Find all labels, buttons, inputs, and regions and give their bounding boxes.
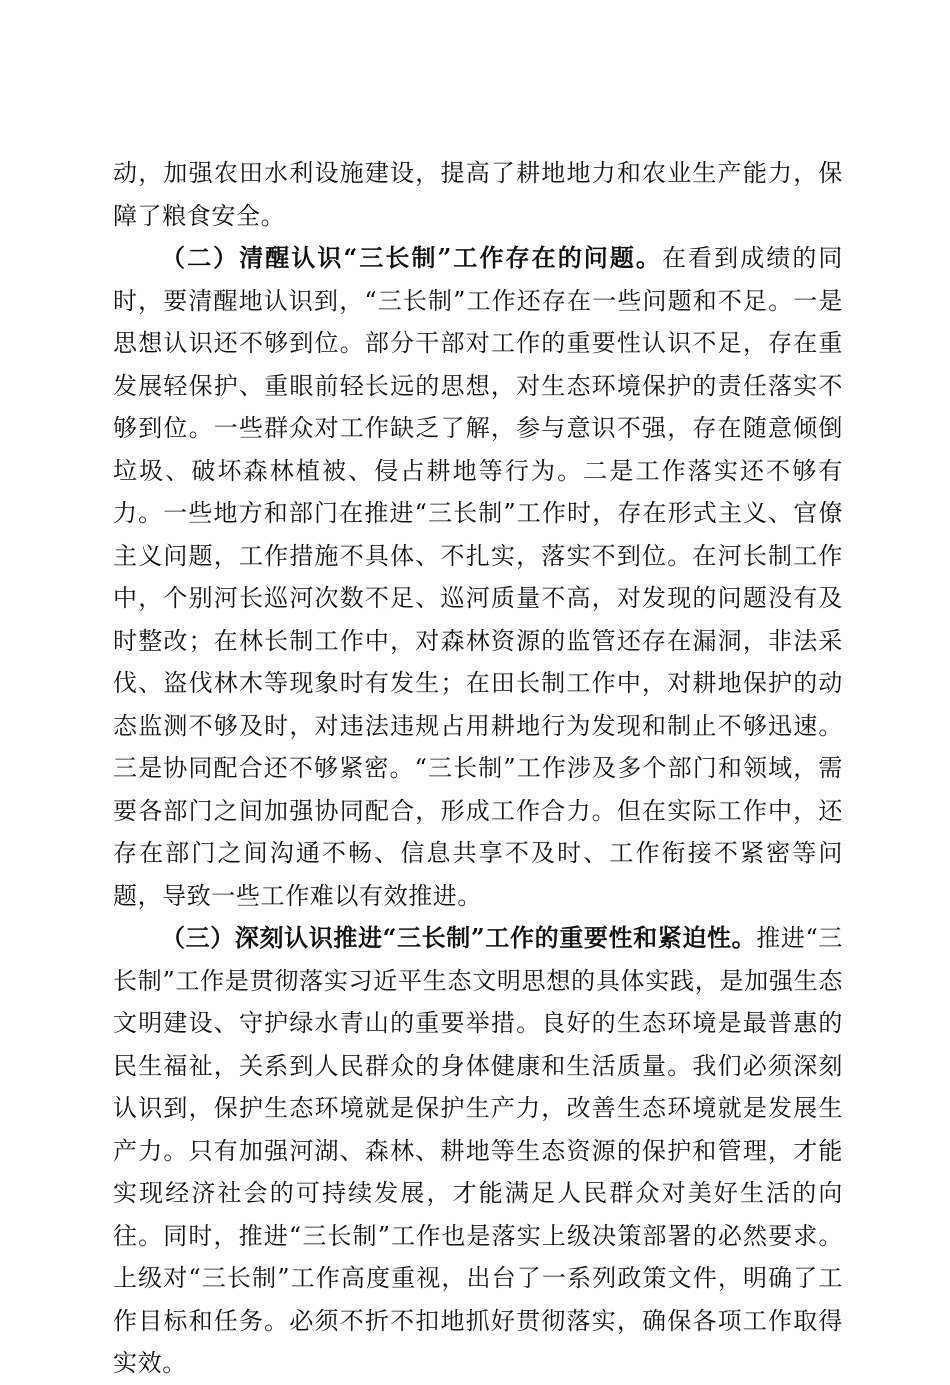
document-body xyxy=(113,152,843,1385)
paragraph-section-2 xyxy=(113,237,843,917)
section-2-body: 在看到成绩的同时，要清醒地认识到，“三长制”工作还存在一些问题和不足。一是思想认识还不够到位。部分干部对工作的重要性认识不足，存在重发展轻保护、重眼前轻长远的思想，对生态环境保护的责任落实不够到位。一些群众对工作缺乏了解，参与意识不强，存在随意倾倒垃圾、破坏森林植被、侵占耕地等行为。二是工作落实还不够有力。一些地方和部门在推进“三长制”工作时，存在形式主义、官僚主义问题，工作措施不具体、不扎实，落实不到位。在河长制工作中，个别河长巡河次数不足、巡河质量不高，对发现的问题没有及时整改；在林长制工作中，对森林资源的监管还存在漏洞，非法采伐、盗伐林木等现象时有发生；在田长制工作中，对耕地保护的动态监测不够及时，对违法违规占用耕地行为发现和制止不够迅速。三是协同配合还不够紧密。“三长制”工作涉及多个部门和领域，需要各部门之间加强协同配合，形成工作合力。但在实际工作中，还存在部门之间沟通不畅、信息共享不及时、工作衔接不紧密等问题，导致一些工作难以有效推进。 xyxy=(113,244,843,910)
section-3-heading: （三）深刻认识推进“三长制”工作的重要性和紧迫性。 xyxy=(161,923,757,952)
section-2-heading: （二）清醒认识“三长制”工作存在的问题。 xyxy=(161,243,662,272)
paragraph-section-3 xyxy=(113,917,843,1385)
section-3-body: 推进“三长制”工作是贯彻落实习近平生态文明思想的具体实践，是加强生态文明建设、守护绿水青山的重要举措。良好的生态环境是最普惠的民生福祉，关系到人民群众的身体健康和生活质量。我们必须深刻认识到，保护生态环境就是保护生产力，改善生态环境就是发展生产力。只有加强河湖、森林、耕地等生态资源的保护和管理，才能实现经济社会的可持续发展，才能满足人民群众对美好生活的向往。同时，推进“三长制”工作也是落实上级决策部署的必然要求。上级对“三长制”工作高度重视，出台了一系列政策文件，明确了工作目标和任务。必须不折不扣地抓好贯彻落实，确保各项工作取得实效。 xyxy=(113,924,843,1377)
paragraph-continued: 动，加强农田水利设施建设，提高了耕地地力和农业生产能力，保障了粮食安全。 xyxy=(113,159,843,230)
